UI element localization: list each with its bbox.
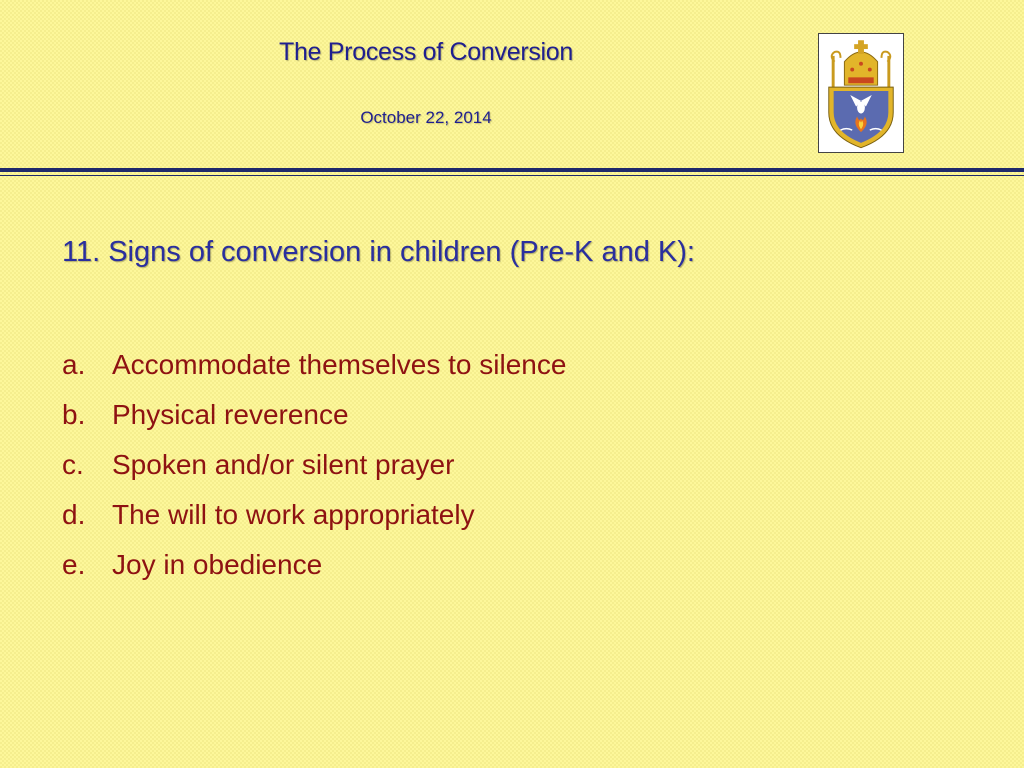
diocesan-coat-of-arms-icon — [819, 34, 903, 152]
slide-title: The Process of Conversion — [278, 38, 574, 66]
slide-date: October 22, 2014 — [360, 108, 492, 127]
list-item-text: Accommodate themselves to silence — [112, 349, 567, 380]
list-item-text: The will to work appropriately — [112, 499, 475, 530]
header-divider-thick — [0, 168, 1024, 172]
list-item — [62, 340, 566, 390]
header-divider-thin — [0, 175, 1024, 176]
list-item-text: Joy in obedience — [112, 549, 323, 580]
list-item-marker: c. — [62, 449, 84, 480]
list-item-marker: d. — [62, 499, 86, 530]
list-item — [62, 390, 566, 440]
list-item-marker: b. — [62, 399, 86, 430]
crest-logo — [818, 33, 904, 153]
list-item-text: Physical reverence — [112, 399, 349, 430]
list-item-marker: a. — [62, 349, 86, 380]
signs-list — [62, 340, 566, 590]
list-item — [62, 540, 566, 590]
section-heading: 11. Signs of conversion in children (Pre-K and K): — [62, 236, 695, 268]
list-item-marker: e. — [62, 549, 86, 580]
list-item-text: Spoken and/or silent prayer — [112, 449, 455, 480]
list-item — [62, 440, 566, 490]
list-item — [62, 490, 566, 540]
